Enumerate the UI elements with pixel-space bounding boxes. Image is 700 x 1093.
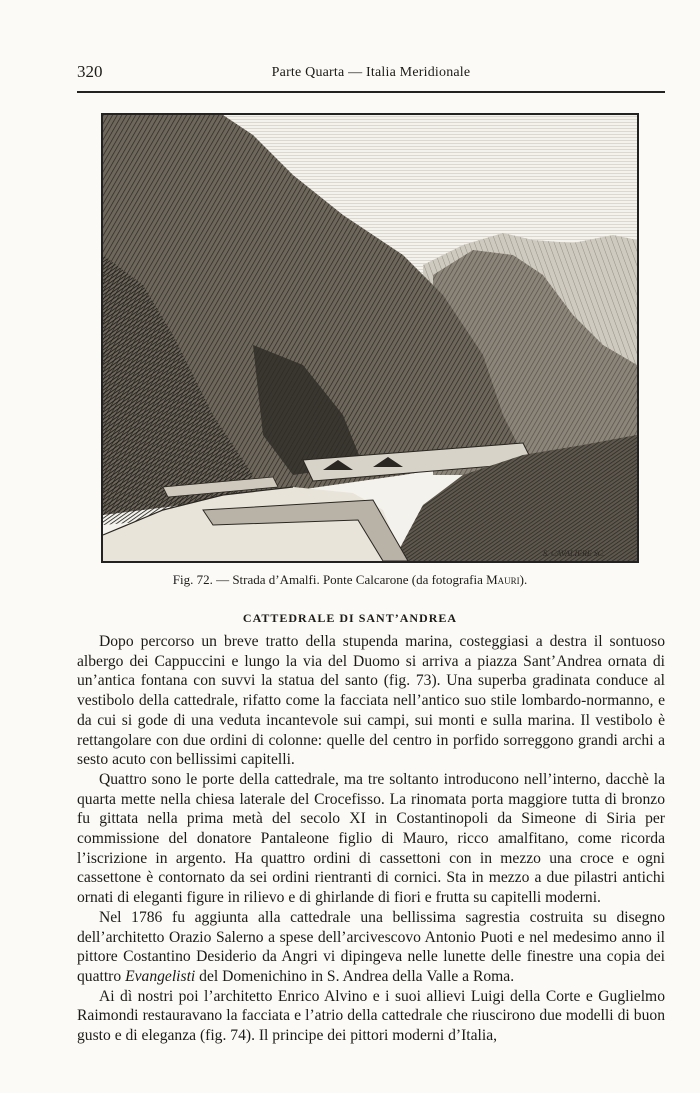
page-number: 320: [77, 62, 103, 81]
caption-credit: Mauri: [486, 572, 520, 587]
paragraph-3-end: del Domenichino in S. Andrea della Valle a Roma.: [195, 967, 515, 985]
running-title: Parte Quarta — Italia Meridionale: [271, 65, 471, 80]
paragraph-2: Quattro sono le porte della cattedrale, ma tre soltanto introducono nell’interno, dacchè la quarta mette nella chiesa laterale del Crocefisso. La rinomata porta maggiore tutta di bronzo fu gittata nella prima metà del secolo XI in Costantinopoli da Simeone di Siria per commissione del donatore Pantaleone figlio di Mauro, ricco amalfitano, come ricorda l’iscrizione in argento. Ha quattro ordini di cassettoni con in mezzo una croce e ogni cassettone è contornato da sei ordini rientranti di cornici. Sta in mezzo a due pilastri antichi ornati di eleganti figure in rilievo e di ghirlande di fiori e frutta su capitelli moderni.: [77, 770, 665, 907]
caption-text: Fig. 72. — Strada d’Amalfi. Ponte Calcarone (da fotografia: [172, 572, 487, 587]
paragraph-3-text: Nel 1786 fu aggiunta alla cattedrale una bellissima sagrestia costruita su disegno dell’architetto Orazio Salerno a spese dell’arcivescovo Antonio Puoti e nel medesimo anno il pittore Costantino Desiderio da Angri vi dipingeva nelle lunette delle finestre una copia dei quattro: [77, 908, 665, 985]
body-text: [77, 632, 665, 1046]
section-heading: CATTEDRALE DI SANT’ANDREA: [242, 611, 458, 625]
caption-end: ).: [519, 572, 528, 587]
page-header: [77, 62, 665, 86]
figure-caption: [0, 572, 700, 588]
engraving-figure: [101, 113, 639, 563]
paragraph-4: Ai dì nostri poi l’architetto Enrico Alvino e i suoi allievi Luigi della Corte e Guglielmo Raimondi restauravano la facciata e l’atrio della cattedrale che riuscirono due modelli di buon gusto e di eleganza (fig. 74). Il principe dei pittori moderni d’Italia,: [77, 987, 665, 1045]
paragraph-1: Dopo percorso un breve tratto della stupenda marina, costeggiasi a destra il sontuoso albergo dei Cappuccini e lungo la via del Duomo si arriva a piazza Sant’Andrea ornata di un’antica fontana con suvvi la statua del santo (fig. 73). Una superba gradinata conduce al vestibolo della cattedrale, rifatto come la facciata nell’antico suo stile lombardo-normanno, e da cui si gode di una veduta incantevole sui campi, sui monti e sulla marina. Il vestibolo è rettangolare con due ordini di colonne: quelle del centro in porfido sorreggono grandi archi a sesto acuto con bellissimi capitelli.: [77, 633, 665, 769]
engraving-image: [103, 115, 637, 561]
italic-title: Evangelisti: [125, 967, 196, 985]
header-rule: [77, 91, 665, 93]
engraver-signature: S. CAVALIERE SC.: [543, 549, 606, 558]
paragraph-3: [77, 908, 665, 987]
